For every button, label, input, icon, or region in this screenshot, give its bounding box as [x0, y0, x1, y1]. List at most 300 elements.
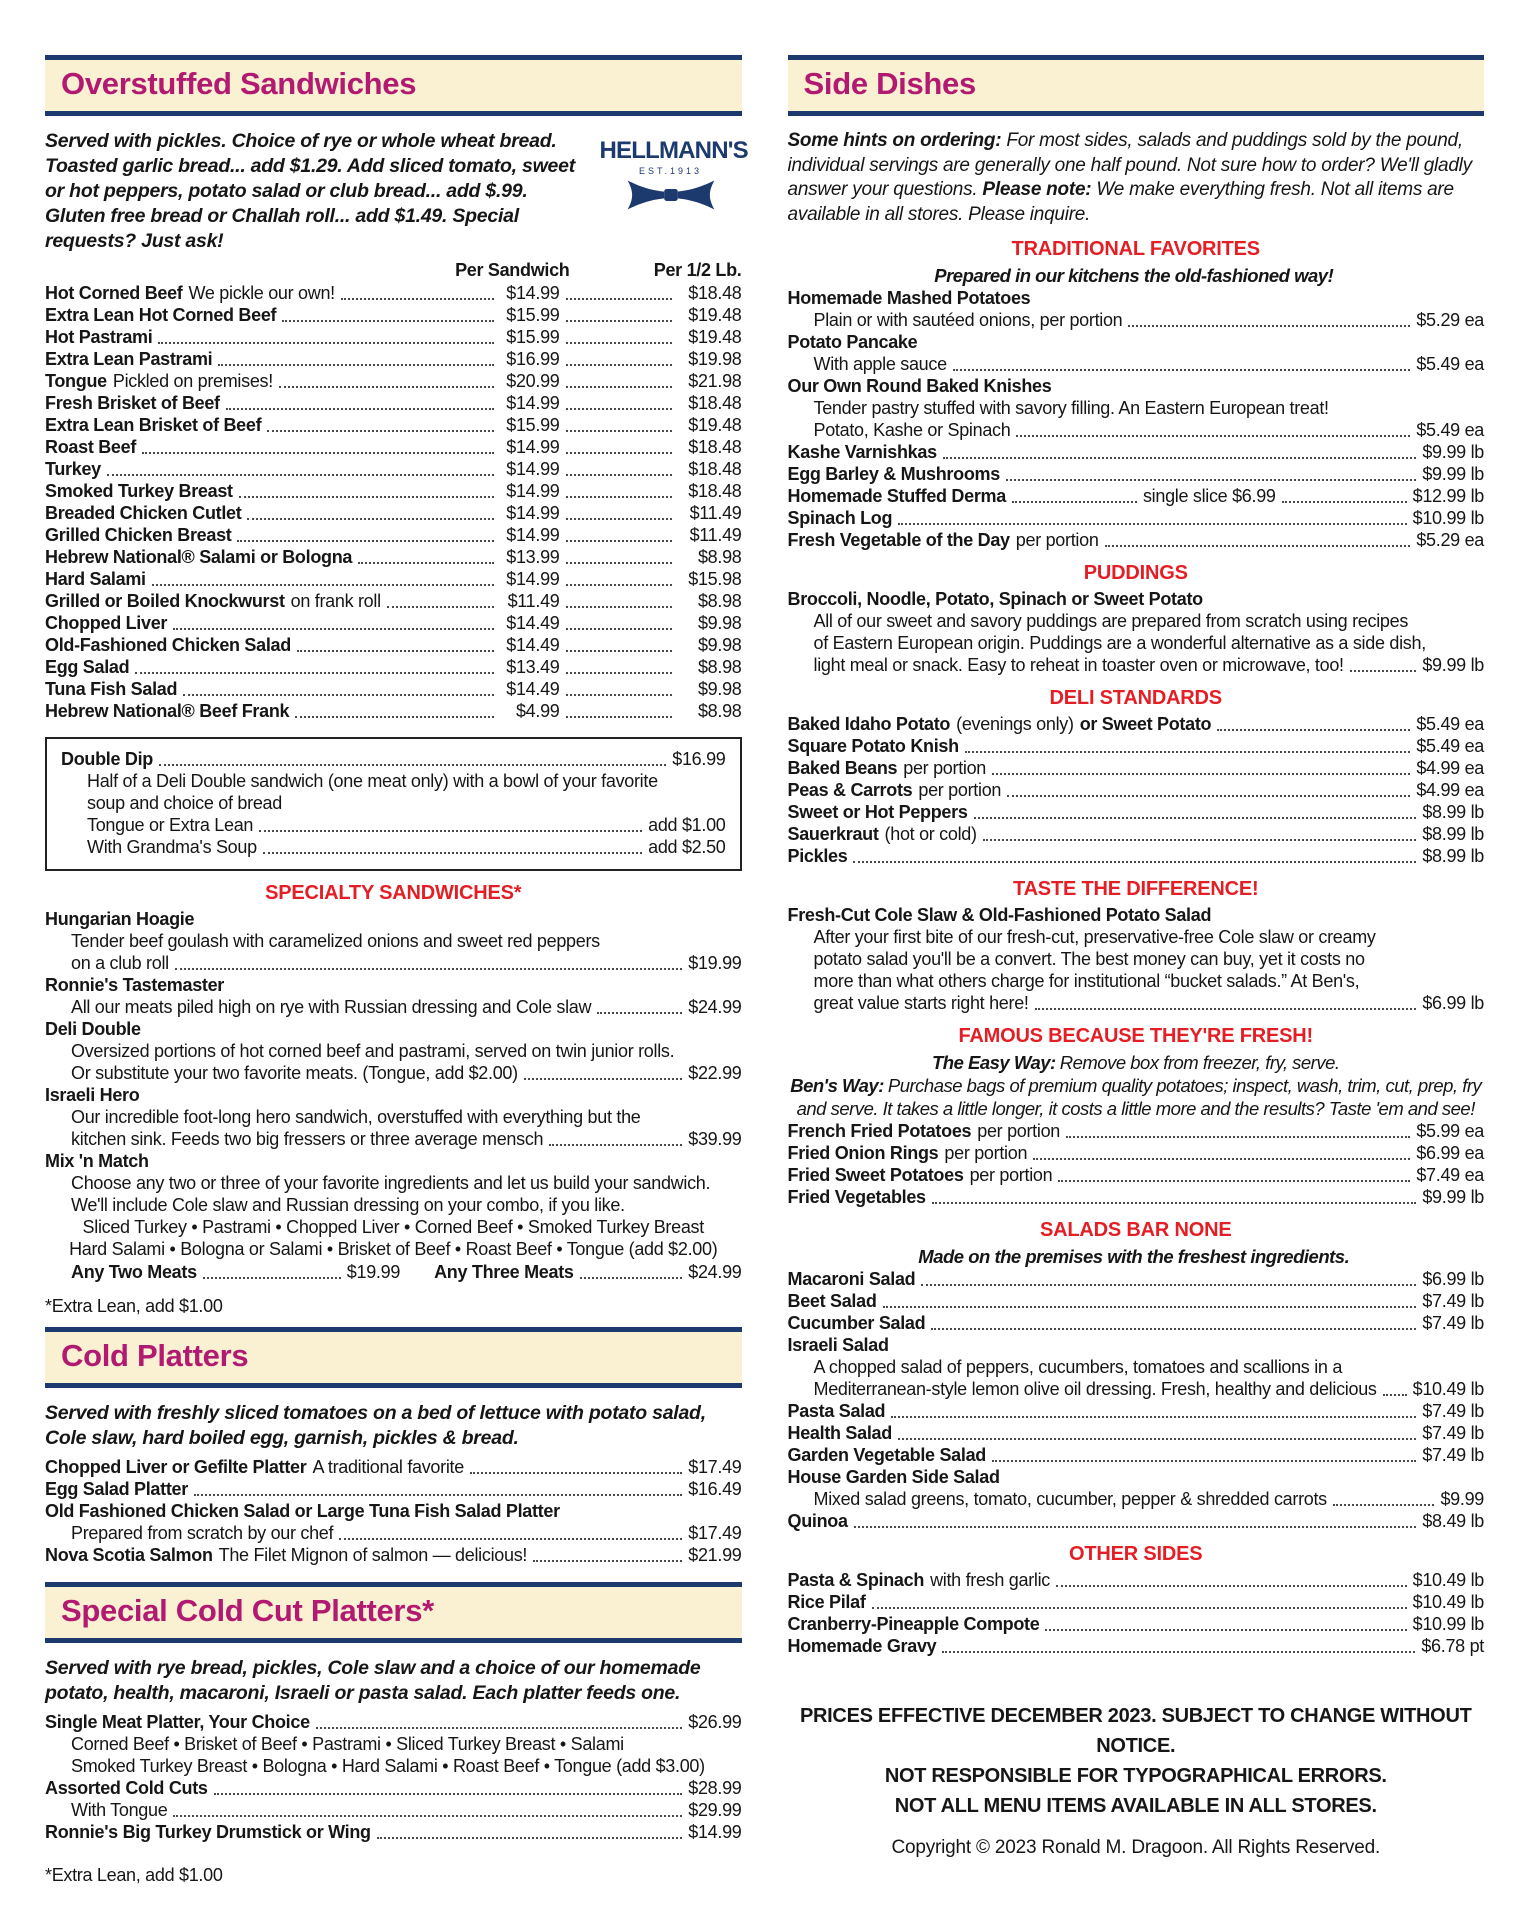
item-note: We pickle our own!: [188, 283, 335, 303]
item-name: Peas & Carrots: [787, 780, 913, 800]
item-name: Nova Scotia Salmon: [45, 1545, 213, 1565]
menu-item-row: [45, 996, 742, 1018]
dotted-leader: [524, 1078, 682, 1080]
dotted-leader: [295, 716, 493, 718]
item-name: Pasta & Spinach: [787, 1570, 925, 1590]
item-name: Spinach Log: [787, 508, 893, 528]
section-heading: OTHER SIDES: [1069, 1543, 1203, 1565]
any-three-meats-label: Any Three Meats: [434, 1262, 574, 1282]
per-half-lb-price: $9.98: [697, 635, 742, 655]
dotted-leader: [1282, 501, 1407, 503]
legal-line: NOT RESPONSIBLE FOR TYPOGRAPHICAL ERRORS.: [884, 1765, 1387, 1787]
item-price: $5.99 ea: [1416, 1121, 1484, 1141]
menu-section-famous-because-fresh: [788, 1025, 1485, 1208]
section-banner-special-cold-cut-platters: [45, 1582, 742, 1643]
item-price: $5.29 ea: [1416, 310, 1484, 330]
item-note: Pickled on premises!: [112, 371, 273, 391]
dotted-leader: [566, 606, 672, 608]
dotted-leader: [152, 584, 494, 586]
item-name: Grilled Chicken Breast: [45, 525, 232, 545]
section-heading: FAMOUS BECAUSE THEY'RE FRESH!: [958, 1025, 1314, 1047]
per-half-lb-price: $9.98: [697, 679, 742, 699]
menu-item-row: [788, 331, 1485, 353]
item-price: $6.78 pt: [1421, 1636, 1484, 1656]
dotted-leader: [237, 540, 493, 542]
sandwich-row: [45, 700, 742, 722]
extra-lean-footnote: *Extra Lean, add $1.00: [45, 1296, 223, 1316]
item-name: Hard Salami: [45, 569, 146, 589]
item-price: $7.49 lb: [1422, 1313, 1484, 1333]
dotted-leader: [580, 1277, 683, 1279]
item-price: $24.99: [688, 997, 742, 1017]
subtitle-text: and serve. It takes a little longer, it costs a little more and the results? Taste 'em and see!: [796, 1098, 1475, 1119]
item-note: on frank roll: [290, 591, 381, 611]
menu-item-row: [788, 1312, 1485, 1334]
item-name: Pasta Salad: [787, 1401, 886, 1421]
item-note: more than what others charge for institutional “bucket salads.” At Ben's,: [813, 971, 1360, 991]
dotted-leader: [566, 540, 672, 542]
item-price: $5.49 ea: [1416, 714, 1484, 734]
item-note: Half of a Deli Double sandwich (one meat only) with a bowl of your favorite: [87, 771, 658, 791]
item-price: $7.49 lb: [1422, 1445, 1484, 1465]
dotted-leader: [1045, 1629, 1406, 1631]
item-price: $16.49: [688, 1479, 742, 1499]
per-sandwich-price: $16.99: [506, 349, 560, 369]
item-price: add $2.50: [648, 837, 726, 857]
sandwich-row: [45, 502, 742, 524]
item-price: $19.99: [688, 953, 742, 973]
dotted-leader: [387, 606, 494, 608]
item-note: Plain or with sautéed onions, per portion: [813, 310, 1123, 330]
menu-item-row: [45, 1172, 742, 1194]
sandwich-row: [45, 656, 742, 678]
item-price: $28.99: [688, 1778, 742, 1798]
item-note: The Filet Mignon of salmon — delicious!: [218, 1545, 528, 1565]
dotted-leader: [107, 474, 494, 476]
item-name: Tongue: [45, 371, 107, 391]
menu-item-row: [45, 1821, 742, 1843]
dotted-leader: [566, 386, 672, 388]
menu-item-row: [788, 485, 1485, 507]
sandwich-row: [45, 634, 742, 656]
per-half-lb-price: $9.98: [697, 613, 742, 633]
sandwich-row: [45, 524, 742, 546]
item-note: A traditional favorite: [312, 1457, 464, 1477]
menu-item-row: [788, 1356, 1485, 1378]
item-name: Extra Lean Hot Corned Beef: [45, 305, 277, 325]
menu-item-row: [788, 610, 1485, 632]
item-note: per portion: [903, 758, 987, 778]
hints-lead-text: For most sides, salads and puddings sold by the pound, individual servings are generally one half pound. Not sure how to order? We'll gladly answer your questions.: [787, 130, 1472, 200]
per-sandwich-price: $14.99: [506, 569, 560, 589]
dotted-leader: [1217, 729, 1410, 731]
item-name: Hungarian Hoagie: [45, 909, 195, 929]
menu-item-row: [61, 814, 726, 836]
menu-item-row: [788, 353, 1485, 375]
item-note: with fresh garlic: [930, 1570, 1051, 1590]
section-subtitles: [788, 264, 1485, 287]
menu-item-row: [45, 1194, 742, 1216]
item-name: Israeli Salad: [787, 1335, 889, 1355]
menu-item-row: [788, 588, 1485, 610]
item-name: Grilled or Boiled Knockwurst: [45, 591, 285, 611]
item-name: Kashe Varnishkas: [787, 442, 937, 462]
section-subtitle: [788, 1074, 1485, 1097]
menu-item-row: [45, 1544, 742, 1566]
dotted-leader: [983, 839, 1417, 841]
section-subtitle: [788, 1051, 1485, 1074]
item-name: Beet Salad: [787, 1291, 877, 1311]
item-price: $26.99: [688, 1712, 742, 1732]
item-name: Roast Beef: [45, 437, 137, 457]
menu-item-row: [61, 770, 726, 792]
menu-item-row: [788, 1186, 1485, 1208]
menu-item-row: [45, 1238, 742, 1260]
item-name: Tuna Fish Salad: [45, 679, 178, 699]
menu-item-row: [788, 419, 1485, 441]
per-sandwich-price: $14.49: [506, 613, 560, 633]
section-item-list: [788, 904, 1485, 1014]
dotted-leader: [533, 1560, 682, 1562]
item-name: Ronnie's Big Turkey Drumstick or Wing: [45, 1822, 371, 1842]
per-half-lb-price: $19.48: [688, 327, 742, 347]
specialty-sandwiches-heading: SPECIALTY SANDWICHES*: [265, 882, 522, 904]
dotted-leader: [566, 298, 672, 300]
dotted-leader: [1056, 1585, 1407, 1587]
dotted-leader: [566, 364, 672, 366]
per-half-lb-price: $19.48: [688, 415, 742, 435]
item-note: per portion: [1015, 530, 1099, 550]
right-column: [788, 55, 1485, 1895]
per-half-lb-price: $18.48: [688, 481, 742, 501]
item-name: Breaded Chicken Cutlet: [45, 503, 242, 523]
dotted-leader: [279, 386, 494, 388]
menu-item-row: [788, 1378, 1485, 1400]
menu-item-row: [45, 1777, 742, 1799]
dotted-leader: [566, 408, 672, 410]
menu-item-row: [788, 1635, 1485, 1657]
menu-item-row: [788, 397, 1485, 419]
item-name: Turkey: [45, 459, 101, 479]
item-price: $5.49 ea: [1416, 736, 1484, 756]
per-half-lb-price: $18.48: [688, 459, 742, 479]
dotted-leader: [1035, 1008, 1417, 1010]
dotted-leader: [943, 457, 1417, 459]
dotted-leader: [247, 518, 493, 520]
dotted-leader: [566, 452, 672, 454]
sandwich-row: [45, 480, 742, 502]
sandwich-row: [45, 414, 742, 436]
item-name: Chopped Liver or Gefilte Platter: [45, 1457, 307, 1477]
sandwich-row: [45, 282, 742, 304]
item-price: $29.99: [688, 1800, 742, 1820]
menu-item-row: [788, 1591, 1485, 1613]
item-name: Our Own Round Baked Knishes: [787, 376, 1052, 396]
item-name: Broccoli, Noodle, Potato, Spinach or Sweet Potato: [787, 589, 1203, 609]
price-column-headers: [45, 258, 742, 282]
dotted-leader: [339, 1538, 682, 1540]
item-name: Quinoa: [787, 1511, 848, 1531]
item-note: We'll include Cole slaw and Russian dressing on your combo, if you like.: [71, 1195, 625, 1215]
hints-note-text: We make everything fresh. Not all items are available in all stores. Please inquire.: [787, 179, 1454, 225]
dotted-leader: [921, 1284, 1416, 1286]
dotted-leader: [1007, 795, 1410, 797]
item-note: Tender beef goulash with caramelized onions and sweet red peppers: [71, 931, 600, 951]
item-price: $10.49 lb: [1412, 1592, 1484, 1612]
per-half-lb-price: $15.98: [688, 569, 742, 589]
item-name: Potato Pancake: [787, 332, 918, 352]
item-price: $4.99 ea: [1416, 758, 1484, 778]
item-note: Our incredible foot-long hero sandwich, overstuffed with everything but the: [71, 1107, 641, 1127]
item-price: $10.49 lb: [1412, 1570, 1484, 1590]
section-banner-side-dishes: [788, 55, 1485, 116]
item-note: Hard Salami • Bologna or Salami • Brisket of Beef • Roast Beef • Tongue (add $2.00): [69, 1239, 718, 1259]
item-name: Health Salad: [787, 1423, 892, 1443]
menu-section-salads-bar-none: [788, 1219, 1485, 1532]
menu-item-row: [45, 1478, 742, 1500]
subtitle-bold: The Easy Way:: [931, 1052, 1056, 1073]
menu-item-row: [788, 1268, 1485, 1290]
sandwich-row: [45, 392, 742, 414]
item-note: Choose any two or three of your favorite ingredients and let us build your sandwich.: [71, 1173, 711, 1193]
menu-item-row: [788, 1290, 1485, 1312]
menu-item-row: [45, 1128, 742, 1150]
dotted-leader: [175, 968, 682, 970]
item-name: Fried Onion Rings: [787, 1143, 939, 1163]
special-platters-intro: Served with rye bread, pickles, Cole slaw and a choice of our homemade potato, health, macaroni, Israeli or pasta salad. Each platter feeds one.: [45, 1657, 701, 1704]
item-price: $7.49 ea: [1416, 1165, 1484, 1185]
menu-item-row: [788, 1466, 1485, 1488]
dotted-leader: [932, 1202, 1417, 1204]
dotted-leader: [470, 1472, 682, 1474]
menu-item-row: [788, 1400, 1485, 1422]
item-name: Fried Sweet Potatoes: [787, 1165, 964, 1185]
per-half-lb-price: $11.49: [689, 525, 742, 545]
item-name: Baked Idaho Potato: [787, 714, 951, 734]
legal-line: PRICES EFFECTIVE DECEMBER 2023. SUBJECT TO CHANGE WITHOUT NOTICE.: [799, 1705, 1472, 1757]
item-note: After your first bite of our fresh-cut, preservative-free Cole slaw or creamy: [813, 927, 1376, 947]
item-name: Hot Corned Beef: [45, 283, 183, 303]
item-price: $7.49 lb: [1422, 1423, 1484, 1443]
per-sandwich-price: $13.49: [506, 657, 560, 677]
item-note: (hot or cold): [884, 824, 977, 844]
item-name: Extra Lean Brisket of Beef: [45, 415, 262, 435]
item-price: $5.49 ea: [1416, 420, 1484, 440]
menu-item-row: [45, 908, 742, 930]
hellmanns-logo-wordmark: HELLMANN'S: [599, 137, 748, 164]
sandwich-row: [45, 458, 742, 480]
item-note: on a club roll: [71, 953, 169, 973]
item-name: Old-Fashioned Chicken Salad: [45, 635, 291, 655]
any-three-meats-price: $24.99: [688, 1262, 742, 1282]
menu-item-row: [788, 948, 1485, 970]
per-sandwich-price: $14.49: [506, 679, 560, 699]
menu-item-row: [45, 1018, 742, 1040]
menu-item-row: [788, 287, 1485, 309]
item-note: of Eastern European origin. Puddings are a wonderful alternative as a side dish,: [813, 633, 1426, 653]
item-note: With apple sauce: [813, 354, 947, 374]
legal-notice: [788, 1701, 1485, 1821]
per-half-lb-price: $11.49: [689, 503, 742, 523]
per-half-lb-price: $18.48: [688, 283, 742, 303]
section-heading: TASTE THE DIFFERENCE!: [1013, 878, 1259, 900]
dotted-leader: [135, 672, 493, 674]
menu-item-row: [788, 757, 1485, 779]
section-subtitles: [788, 1245, 1485, 1268]
item-note: (evenings only): [956, 714, 1074, 734]
item-name: Fresh Vegetable of the Day: [787, 530, 1010, 550]
dotted-leader: [566, 496, 672, 498]
hints-lead-label: Some hints on ordering:: [787, 130, 1002, 151]
menu-item-row: [788, 1569, 1485, 1591]
hints-note-label: Please note:: [982, 179, 1092, 200]
banner-title: Overstuffed Sandwiches: [61, 66, 417, 101]
per-sandwich-price: $4.99: [515, 701, 560, 721]
item-note: kitchen sink. Feeds two big fressers or three average mensch: [71, 1129, 544, 1149]
extra-lean-footnote: *Extra Lean, add $1.00: [45, 1865, 223, 1885]
menu-item-row: [788, 970, 1485, 992]
dotted-leader: [898, 1438, 1416, 1440]
special-platters-list: [45, 1711, 742, 1843]
dotted-leader: [194, 1494, 682, 1496]
dotted-leader: [549, 1144, 682, 1146]
section-banner-cold-platters: [45, 1327, 742, 1388]
item-name: Mix 'n Match: [45, 1151, 149, 1171]
sandwiches-intro-text: Served with pickles. Choice of rye or whole wheat bread. Toasted garlic bread... add $1.29. Add sliced tomato, sweet or hot peppers, potato salad or club bread... add $.99. Gluten free bread or Challah roll... add $1.49. Special requests? Just ask!: [45, 130, 575, 252]
cold-platters-intro: Served with freshly sliced tomatoes on a bed of lettuce with potato salad, Cole slaw, hard boiled egg, garnish, pickles & bread.: [45, 1402, 706, 1449]
menu-item-row: [788, 463, 1485, 485]
sandwich-row: [45, 546, 742, 568]
item-name: Old Fashioned Chicken Salad or Large Tuna Fish Salad Platter: [45, 1501, 560, 1521]
item-note: soup and choice of bread: [87, 793, 282, 813]
menu-item-row: [788, 654, 1485, 676]
menu-item-row: [45, 1216, 742, 1238]
item-price: $8.49 lb: [1422, 1511, 1484, 1531]
specialty-sandwich-list: [45, 908, 742, 1260]
dotted-leader: [566, 430, 672, 432]
dotted-leader: [1383, 1394, 1407, 1396]
item-name: Egg Barley & Mushrooms: [787, 464, 1000, 484]
item-name: Single Meat Platter, Your Choice: [45, 1712, 310, 1732]
dotted-leader: [953, 369, 1411, 371]
double-dip-box: [45, 737, 742, 871]
item-name: Hot Pastrami: [45, 327, 153, 347]
menu-item-row: [45, 1711, 742, 1733]
dotted-leader: [566, 562, 672, 564]
item-name: Fresh Brisket of Beef: [45, 393, 220, 413]
dotted-leader: [263, 852, 642, 854]
item-price: $6.99 lb: [1422, 1269, 1484, 1289]
item-note: Tongue or Extra Lean: [87, 815, 254, 835]
per-half-lb-price: $8.98: [697, 591, 742, 611]
item-name: Macaroni Salad: [787, 1269, 916, 1289]
menu-item-row: [45, 1500, 742, 1522]
item-price: $6.99 ea: [1416, 1143, 1484, 1163]
item-name: Fried Vegetables: [787, 1187, 926, 1207]
dotted-leader: [965, 751, 1411, 753]
item-name: Sweet or Hot Peppers: [787, 802, 968, 822]
dotted-leader: [974, 817, 1417, 819]
item-mid-note: single slice $6.99: [1142, 486, 1276, 506]
dotted-leader: [992, 773, 1410, 775]
item-price: $21.99: [688, 1545, 742, 1565]
menu-item-row: [45, 1456, 742, 1478]
hellmanns-logo: [599, 129, 748, 254]
per-half-lb-price: $19.98: [688, 349, 742, 369]
item-note: Or substitute your two favorite meats. (Tongue, add $2.00): [71, 1063, 518, 1083]
item-name: Assorted Cold Cuts: [45, 1778, 208, 1798]
menu-section-traditional-favorites: [788, 238, 1485, 551]
section-heading: DELI STANDARDS: [1049, 687, 1222, 709]
item-price: $9.99 lb: [1422, 655, 1484, 675]
sandwich-row: [45, 370, 742, 392]
item-name: Israeli Hero: [45, 1085, 140, 1105]
menu-item-row: [788, 1120, 1485, 1142]
per-half-lb-price: $18.48: [688, 437, 742, 457]
sandwich-row: [45, 590, 742, 612]
dotted-leader: [854, 1526, 1417, 1528]
menu-item-row: [788, 1444, 1485, 1466]
item-name: Smoked Turkey Breast: [45, 481, 233, 501]
sandwich-row: [45, 678, 742, 700]
menu-item-row: [788, 1422, 1485, 1444]
hellmanns-logo-est: EST.1913: [638, 166, 703, 176]
banner-title: Cold Platters: [61, 1338, 249, 1373]
per-half-lb-price: $18.48: [688, 393, 742, 413]
sandwiches-intro-row: [45, 129, 748, 254]
item-name: Chopped Liver: [45, 613, 168, 633]
per-sandwich-price: $14.99: [506, 503, 560, 523]
item-price: $12.99 lb: [1412, 486, 1485, 506]
per-half-lb-price: $8.98: [697, 657, 742, 677]
dotted-leader: [1016, 435, 1410, 437]
item-price: $8.99 lb: [1422, 846, 1484, 866]
section-item-list: [788, 588, 1485, 676]
menu-item-row: [45, 1040, 742, 1062]
dotted-leader: [566, 694, 672, 696]
section-heading: SALADS BAR NONE: [1040, 1219, 1232, 1241]
item-name: Ronnie's Tastemaster: [45, 975, 225, 995]
dotted-leader: [891, 1416, 1416, 1418]
section-subtitle: [788, 1097, 1485, 1120]
item-name: Egg Salad: [45, 657, 130, 677]
per-sandwich-price: $14.99: [506, 481, 560, 501]
menu-item-row: [45, 930, 742, 952]
dotted-leader: [142, 452, 493, 454]
menu-item-row: [788, 1488, 1485, 1510]
menu-item-row: [788, 441, 1485, 463]
menu-item-row: [788, 926, 1485, 948]
menu-item-row: [788, 992, 1485, 1014]
per-half-lb-price: $21.98: [688, 371, 742, 391]
item-name: Double Dip: [61, 749, 153, 769]
item-price: add $1.00: [648, 815, 726, 835]
item-price: $7.49 lb: [1422, 1291, 1484, 1311]
dotted-leader: [282, 320, 493, 322]
dotted-leader: [942, 1651, 1415, 1653]
dotted-leader: [566, 474, 672, 476]
per-sandwich-price: $14.49: [506, 635, 560, 655]
item-name: House Garden Side Salad: [787, 1467, 1000, 1487]
per-sandwich-price: $15.99: [506, 415, 560, 435]
item-price: $9.99 lb: [1422, 464, 1484, 484]
dotted-leader: [1350, 670, 1417, 672]
menu-item-row: [45, 1150, 742, 1172]
per-sandwich-price: $14.99: [506, 459, 560, 479]
item-price: $8.99 lb: [1422, 802, 1484, 822]
item-note: Tender pastry stuffed with savory filling. An Eastern European treat!: [813, 398, 1329, 418]
item-note: With Tongue: [71, 1800, 168, 1820]
